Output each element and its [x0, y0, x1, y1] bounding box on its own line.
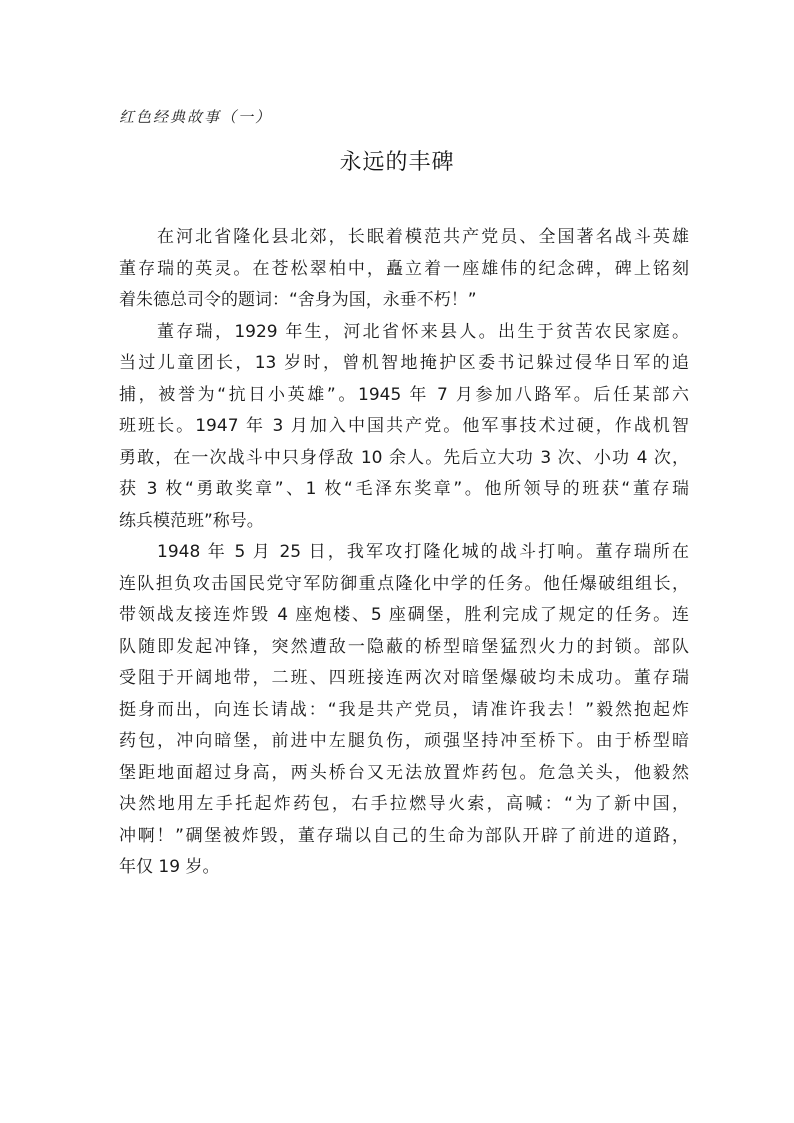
- text-line: 挺身而出，向连长请战：“我是共产党员，请准许我去！”毅然抱起炸: [119, 699, 689, 720]
- text-line: 带领战友接连炸毁 4 座炮楼、5 座碉堡，胜利完成了规定的任务。连: [119, 605, 689, 625]
- document-title: 永远的丰碑: [339, 150, 455, 175]
- text-line: 队随即发起冲锋，突然遭敌一隐蔽的桥型暗堡猛烈火力的封锁。部队: [119, 636, 689, 657]
- text-line: 1948 年 5 月 25 日，我军攻打隆化城的战斗打响。董存瑞所在: [157, 542, 689, 562]
- text-line: 练兵模范班”称号。: [119, 510, 264, 531]
- text-line: 获 3 枚“勇敢奖章”、1 枚“毛泽东奖章”。他所领导的班获“董存瑞: [119, 479, 689, 499]
- text-line: 堡距地面超过身高，两头桥台又无法放置炸药包。危急关头，他毅然: [119, 762, 689, 783]
- series-label: 红色经典故事（一）: [119, 108, 273, 126]
- text-line: 捕，被誉为“抗日小英雄”。1945 年 7 月参加八路军。后任某部六: [119, 384, 689, 405]
- text-line: 受阻于开阔地带，二班、四班接连两次对暗堡爆破均未成功。董存瑞: [119, 668, 689, 688]
- text-line: 当过儿童团长，13 岁时，曾机智地掩护区委书记躲过侵华日军的追: [119, 353, 689, 373]
- text-line: 冲啊！”碉堡被炸毁，董存瑞以自己的生命为部队开辟了前进的道路，: [119, 825, 689, 846]
- article-body: [119, 222, 689, 884]
- text-line: 董存瑞的英灵。在苍松翠柏中，矗立着一座雄伟的纪念碑，碑上铭刻: [119, 258, 689, 279]
- text-line: 在河北省隆化县北郊，长眠着模范共产党员、全国著名战斗英雄: [157, 227, 689, 247]
- text-line: 董存瑞，1929 年生，河北省怀来县人。出生于贫苦农民家庭。: [157, 321, 689, 342]
- text-line: 决然地用左手托起炸药包，右手拉燃导火索，高喊：“为了新中国，: [119, 794, 689, 814]
- text-line: 年仅 19 岁。: [119, 857, 220, 877]
- text-line: 勇敢，在一次战斗中只身俘敌 10 余人。先后立大功 3 次、小功 4 次，: [119, 447, 689, 468]
- text-line: 药包，冲向暗堡，前进中左腿负伤，顽强坚持冲至桥下。由于桥型暗: [119, 731, 689, 751]
- text-line: 连队担负攻击国民党守军防御重点隆化中学的任务。他任爆破组组长，: [119, 573, 689, 594]
- text-line: 班班长。1947 年 3 月加入中国共产党。他军事技术过硬，作战机智: [119, 416, 689, 436]
- text-line: 着朱德总司令的题词：“舍身为国，永垂不朽！”: [119, 290, 477, 310]
